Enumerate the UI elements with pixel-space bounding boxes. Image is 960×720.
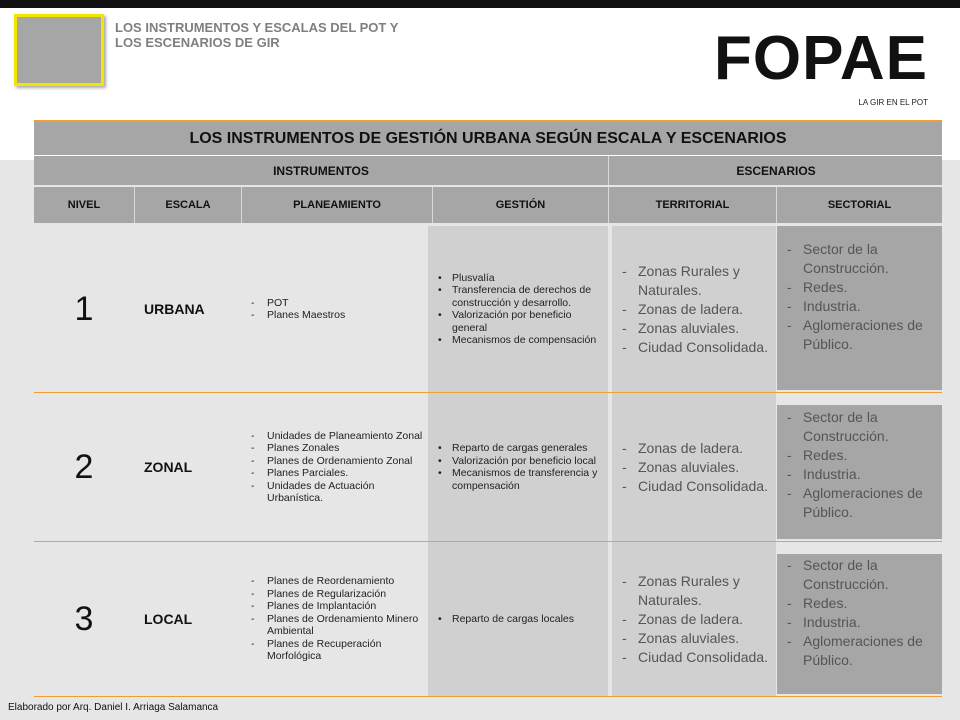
scale-label: URBANA <box>144 301 205 317</box>
management-item: • Reparto de cargas generales <box>434 442 608 455</box>
territorial-item: - Zonas de ladera. <box>618 610 776 629</box>
planning-item: - Planes de Regularización <box>249 588 432 601</box>
territorial-item: - Ciudad Consolidada. <box>618 648 776 667</box>
sectorial-item: - Sector de la Construcción. <box>783 408 942 446</box>
territorial-item: - Zonas aluviales. <box>618 629 776 648</box>
col-planeamiento: PLANEAMIENTO <box>241 187 432 223</box>
logo-placeholder <box>14 14 104 86</box>
sectorial-item: - Industria. <box>783 297 942 316</box>
territorial-item: - Zonas aluviales. <box>618 319 776 338</box>
sectorial-cell <box>777 554 942 694</box>
territorial-item: - Zonas Rurales y Naturales. <box>618 572 776 610</box>
footer-credit: Elaborado por Arq. Daniel I. Arriaga Salamanca <box>8 702 219 713</box>
sectorial-item: - Aglomeraciones de Público. <box>783 484 942 522</box>
management-item: • Valorización por beneficio local <box>434 455 608 468</box>
sectorial-item: - Redes. <box>783 594 942 613</box>
planning-item: - Planes de Implantación <box>249 600 432 613</box>
group-header-row <box>34 156 942 185</box>
table-row <box>34 542 942 697</box>
table-row <box>34 393 942 542</box>
brand-logo: FOPAE <box>714 24 928 93</box>
sectorial-item: - Industria. <box>783 465 942 484</box>
planning-item: - POT <box>249 297 345 310</box>
territorial-cell <box>612 393 776 541</box>
planning-item: - Planes de Reordenamiento <box>249 575 432 588</box>
territorial-cell <box>612 226 776 392</box>
col-territorial: TERRITORIAL <box>608 187 776 223</box>
header-title-line1: LOS INSTRUMENTOS Y ESCALAS DEL POT Y <box>115 20 399 35</box>
territorial-item: - Zonas aluviales. <box>618 458 768 477</box>
group-escenarios: ESCENARIOS <box>608 156 943 185</box>
header-title <box>115 20 398 50</box>
brand-subtitle: LA GIR EN EL POT <box>858 98 928 107</box>
group-instrumentos: INSTRUMENTOS <box>273 163 369 178</box>
territorial-item: - Zonas Rurales y Naturales. <box>618 262 776 300</box>
sectorial-cell <box>777 405 942 539</box>
sectorial-item: - Sector de la Construcción. <box>783 556 942 594</box>
territorial-item: - Zonas de ladera. <box>618 439 768 458</box>
sectorial-item: - Industria. <box>783 613 942 632</box>
territorial-item: - Zonas de ladera. <box>618 300 776 319</box>
planning-item: - Planes Parciales. <box>249 467 432 480</box>
sectorial-item: - Redes. <box>783 278 942 297</box>
table-title: LOS INSTRUMENTOS DE GESTIÓN URBANA SEGÚN ESCALA Y ESCENARIOS <box>34 120 942 155</box>
planning-item: - Planes de Ordenamiento Minero Ambiental <box>249 613 432 638</box>
management-cell <box>428 393 608 541</box>
table-row <box>34 226 942 393</box>
column-header-row <box>34 187 942 223</box>
management-item: • Reparto de cargas locales <box>434 613 574 626</box>
management-cell <box>428 542 608 696</box>
sectorial-item: - Redes. <box>783 446 942 465</box>
col-escala: ESCALA <box>134 187 241 223</box>
planning-item: - Unidades de Actuación Urbanística. <box>249 480 432 505</box>
management-item: • Mecanismos de compensación <box>434 334 608 347</box>
col-nivel: NIVEL <box>67 199 101 211</box>
level-number: 1 <box>74 289 94 328</box>
sectorial-item: - Aglomeraciones de Público. <box>783 632 942 670</box>
col-sectorial: SECTORIAL <box>776 187 942 223</box>
planning-item: - Unidades de Planeamiento Zonal <box>249 430 432 443</box>
scale-label: ZONAL <box>144 459 193 475</box>
level-number: 2 <box>74 447 94 486</box>
management-item: • Mecanismos de transferencia y compensación <box>434 467 608 492</box>
header-title-line2: LOS ESCENARIOS DE GIR <box>115 35 280 50</box>
planning-cell <box>241 542 432 696</box>
management-item: • Transferencia de derechos de construcción y desarrollo. <box>434 284 608 309</box>
col-gestion: GESTIÓN <box>432 187 608 223</box>
sectorial-cell <box>777 226 942 390</box>
planning-item: - Planes Maestros <box>249 309 345 322</box>
management-item: • Valorización por beneficio general <box>434 309 608 334</box>
sectorial-item: - Aglomeraciones de Público. <box>783 316 942 354</box>
level-number: 3 <box>74 599 94 638</box>
top-bar <box>0 0 960 8</box>
management-item: • Plusvalía <box>434 272 608 285</box>
sectorial-item: - Sector de la Construcción. <box>783 240 942 278</box>
territorial-item: - Ciudad Consolidada. <box>618 338 776 357</box>
planning-cell <box>241 226 432 392</box>
management-cell <box>428 226 608 392</box>
planning-item: - Planes de Recuperación Morfológica <box>249 638 432 663</box>
scale-label: LOCAL <box>144 611 193 627</box>
territorial-item: - Ciudad Consolidada. <box>618 477 768 496</box>
planning-item: - Planes Zonales <box>249 442 432 455</box>
territorial-cell <box>612 542 776 696</box>
planning-cell <box>241 393 432 541</box>
planning-item: - Planes de Ordenamiento Zonal <box>249 455 432 468</box>
